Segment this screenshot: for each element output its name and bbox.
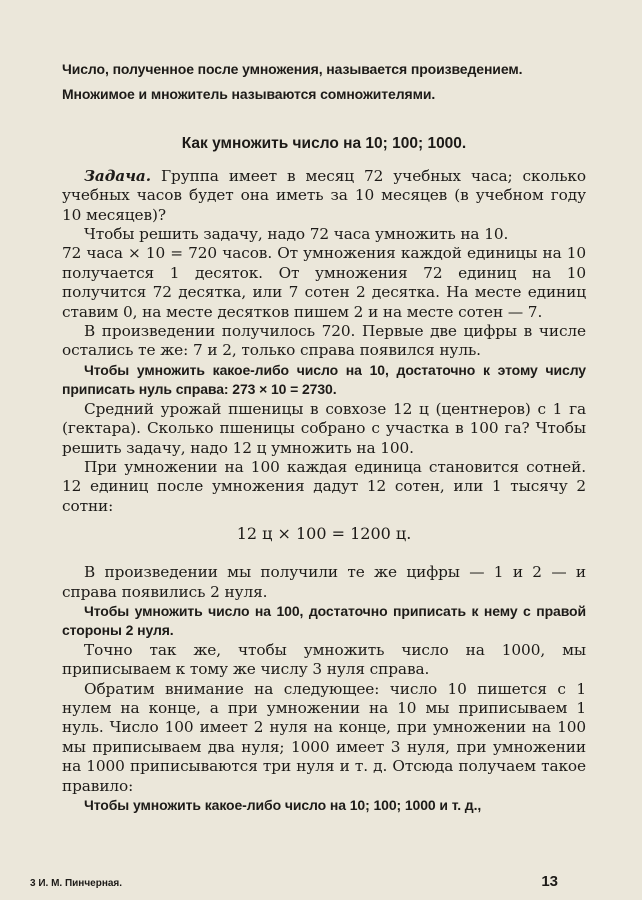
paragraph: В произведении получилось 720. Первые две цифры в числе остались те же: 7 и 2, только справа появился нуль. bbox=[62, 322, 586, 360]
paragraph: При умножении на 100 каждая единица становится сотней. 12 единиц после умножения дадут 12 сотен, или 1 тысячу 2 сотни: bbox=[62, 457, 586, 515]
page-footer bbox=[30, 873, 558, 890]
task-text: Группа имеет в месяц 72 учебных часа; сколько учебных часов будет она иметь за 10 месяцев (в учебном году 10 месяцев)? bbox=[62, 166, 586, 224]
paragraph: В произведении мы получили те же цифры — 1 и 2 — и справа появились 2 нуля. bbox=[62, 563, 586, 601]
section-heading: Как умножить число на 10; 100; 1000. bbox=[181, 134, 467, 152]
printer-signature: 3 И. М. Пинчерная. bbox=[30, 878, 123, 889]
rule-multiply-general: Чтобы умножить какое-либо число на 10; 100; 1000 и т. д., bbox=[84, 797, 482, 813]
paragraph: Чтобы решить задачу, надо 72 часа умножить на 10. bbox=[84, 225, 509, 244]
task-label: Задача. bbox=[84, 166, 151, 185]
paragraph: 72 часа × 10 = 720 часов. От умножения каждой единицы на 10 получается 1 десяток. От умножения 72 единиц на 10 получится 72 десятка, или 7 сотен 2 десятка. На месте единиц ставим 0, на месте десятков пишем 2 и на месте сотен — 7. bbox=[62, 244, 586, 321]
paragraph: Обратим внимание на следующее: число 10 пишется с 1 нулем на конце, а при умножении на 10 мы приписываем 1 нуль. Число 100 имеет 2 нуля на конце, при умножении на 100 мы приписываем два нуля; 1000 имеет 3 нуля, при умножении на 1000 приписываются три нуля и т. д. Отсюда получаем такое правило: bbox=[62, 679, 586, 795]
definition-factors: Множимое и множитель называются сомножителями. bbox=[62, 86, 436, 103]
formula: 12 ц × 100 = 1200 ц. bbox=[236, 524, 412, 544]
paragraph: Точно так же, чтобы умножить число на 1000, мы приписываем к тому же числу 3 нуля справа. bbox=[62, 640, 586, 679]
definition-product: Число, полученное после умножения, называется произведением. bbox=[62, 61, 523, 77]
page-number: 13 bbox=[541, 873, 558, 890]
paragraph: Средний урожай пшеницы в совхозе 12 ц (центнеров) с 1 га (гектара). Сколько пшеницы собрано с участка в 100 га? Чтобы решить задачу, надо 12 ц умножить на 100. bbox=[62, 399, 586, 457]
rule-multiply-10: Чтобы умножить какое-либо число на 10, достаточно к этому числу приписать нуль справа: 273 × 10 = 2730. bbox=[62, 361, 586, 398]
task-paragraph bbox=[62, 167, 586, 225]
rule-multiply-100: Чтобы умножить число на 100, достаточно приписать к нему с правой стороны 2 нуля. bbox=[62, 602, 586, 639]
